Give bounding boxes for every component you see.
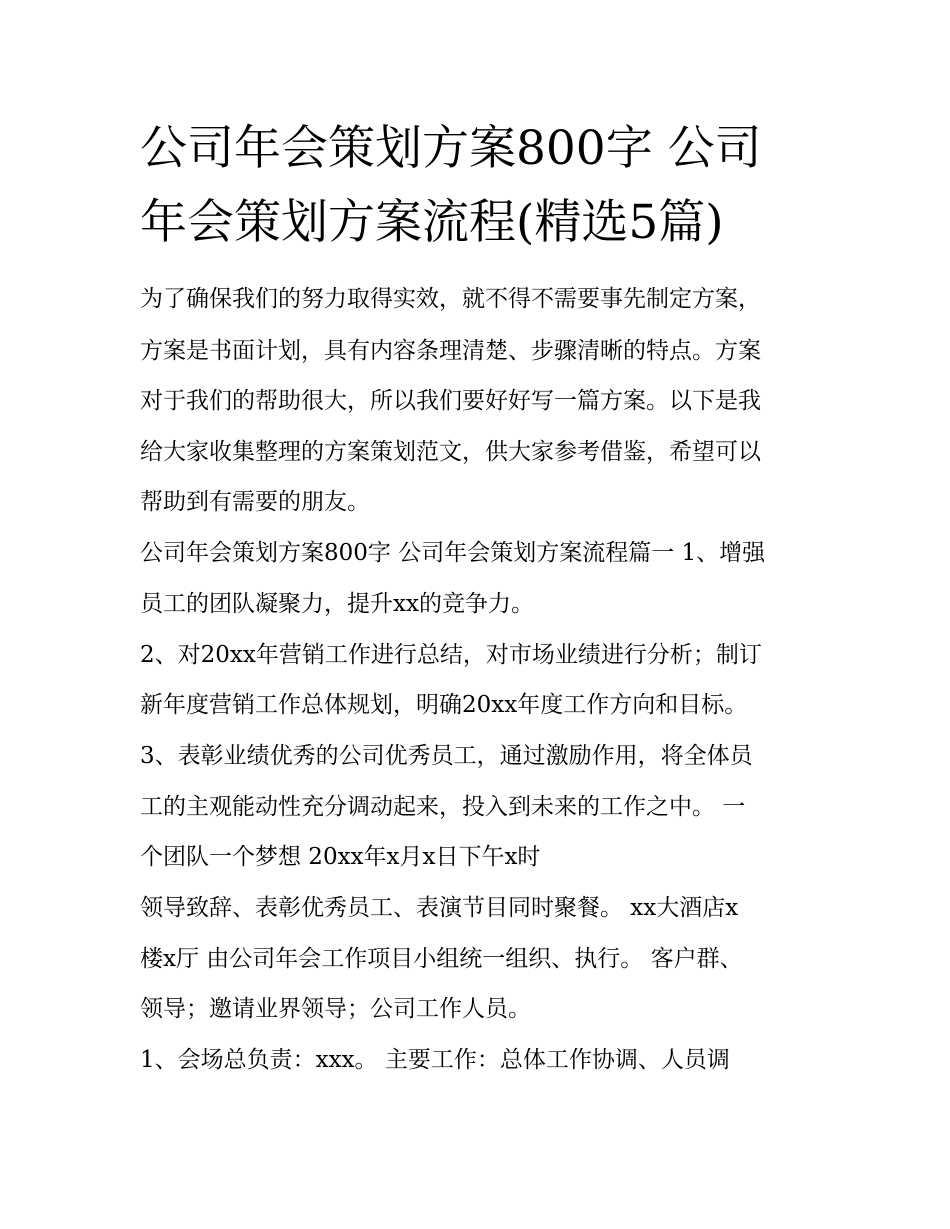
paragraph-line: 2、对20xx年营销工作进行总结，对市场业绩进行分析；制订 <box>140 642 762 668</box>
paragraph-line: 方案是书面计划，具有内容条理清楚、步骤清晰的特点。方案 <box>140 338 761 364</box>
title-line: 公司年会策划方案800字 公司 <box>140 121 762 176</box>
title-line: 年会策划方案流程(精选5篇) <box>140 195 724 250</box>
paragraph-line: 新年度营销工作总体规划，明确20xx年度工作方向和目标。 <box>140 692 748 718</box>
paragraph-line: 1、会场总负责：xxx。 主要工作：总体工作协调、人员调 <box>140 1047 730 1073</box>
paragraph-line: 对于我们的帮助很大，所以我们要好好写一篇方案。以下是我 <box>140 388 761 414</box>
paragraph-line: 帮助到有需要的朋友。 <box>140 489 370 515</box>
paragraph-line: 为了确保我们的努力取得实效，就不得不需要事先制定方案， <box>140 286 761 312</box>
document-title <box>140 112 820 260</box>
paragraph-line: 3、表彰业绩优秀的公司优秀员工，通过激励作用，将全体员 <box>140 743 753 769</box>
paragraph-line: 领导；邀请业界领导；公司工作人员。 <box>140 996 531 1022</box>
paragraph-line: 个团队一个梦想 20xx年x月x日下午x时 <box>140 844 541 870</box>
paragraph-line: 员工的团队凝聚力，提升xx的竞争力。 <box>140 591 534 617</box>
paragraph-line: 给大家收集整理的方案策划范文，供大家参考借鉴，希望可以 <box>140 439 761 465</box>
paragraph-line: 公司年会策划方案800字 公司年会策划方案流程篇一 1、增强 <box>140 540 766 566</box>
paragraph-line: 楼x厅 由公司年会工作项目小组统一组织、执行。 客户群、 <box>140 946 743 972</box>
paragraph-line: 领导致辞、表彰优秀员工、表演节目同时聚餐。 xx大酒店x <box>140 895 739 921</box>
paragraph-line: 工的主观能动性充分调动起来，投入到未来的工作之中。 一 <box>140 794 746 820</box>
